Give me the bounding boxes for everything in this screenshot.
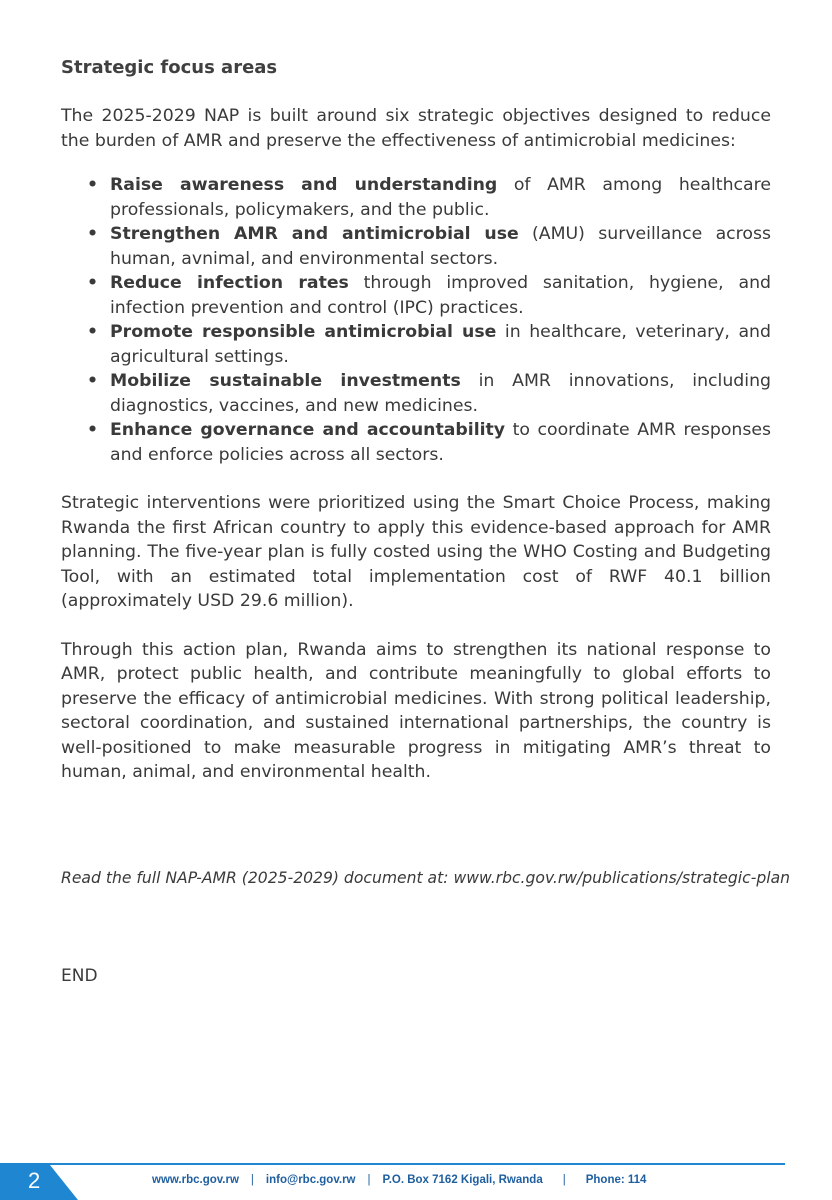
objective-item bbox=[87, 222, 771, 271]
objective-title: Mobilize sustainable investments bbox=[110, 371, 461, 391]
bullet-icon: • bbox=[87, 420, 99, 440]
article-body bbox=[61, 54, 771, 785]
objective-title: Enhance governance and accountability bbox=[110, 420, 506, 440]
objective-description: (AMU) surveillance across human, avnimal, and environmental sectors. bbox=[110, 224, 771, 269]
footer-phone: Phone: 114 bbox=[585, 1174, 647, 1186]
intro-paragraph: The 2025-2029 NAP is built around six strategic objectives designed to reduce the burden of AMR and preserve the effectiveness of antimicrobial medicines: bbox=[61, 106, 771, 151]
objective-description: in healthcare, veterinary, and agricultural settings. bbox=[110, 322, 771, 367]
objective-title: Reduce infection rates bbox=[110, 273, 349, 293]
objective-description: in AMR innovations, including diagnostics, vaccines, and new medicines. bbox=[110, 371, 771, 416]
objective-item bbox=[87, 173, 771, 222]
bullet-icon: • bbox=[87, 273, 99, 293]
objective-description: of AMR among healthcare professionals, policymakers, and the public. bbox=[110, 175, 771, 220]
bullet-icon: • bbox=[87, 322, 99, 342]
footer-divider bbox=[0, 1163, 785, 1165]
read-more-note: Read the full NAP-AMR (2025-2029) document at: www.rbc.gov.rw/publications/strategic-plan bbox=[61, 869, 791, 887]
objective-title: Strengthen AMR and antimicrobial use bbox=[110, 224, 519, 244]
bullet-icon: • bbox=[87, 224, 99, 244]
objective-description: to coordinate AMR responses and enforce policies across all sectors. bbox=[110, 420, 771, 465]
objective-title: Raise awareness and understanding bbox=[110, 175, 498, 195]
bullet-icon: • bbox=[87, 371, 99, 391]
objective-item bbox=[87, 369, 771, 418]
objective-description: through improved sanitation, hygiene, and infection prevention and control (IPC) practices. bbox=[110, 273, 771, 318]
objective-title: Promote responsible antimicrobial use bbox=[110, 322, 497, 342]
page-number: 2 bbox=[28, 1168, 41, 1193]
footer-contact-info bbox=[152, 1172, 646, 1188]
bullet-icon: • bbox=[87, 175, 99, 195]
footer-website-link[interactable]: www.rbc.gov.rw bbox=[152, 1174, 239, 1186]
footer-separator: | bbox=[250, 1174, 254, 1186]
section-heading: Strategic focus areas bbox=[61, 57, 278, 78]
objectives-list bbox=[61, 173, 771, 467]
footer-separator: | bbox=[562, 1174, 566, 1186]
interventions-paragraph: Strategic interventions were prioritized using the Smart Choice Process, making Rwanda the first African country to apply this evidence-based approach for AMR planning. The five-year plan is fully costed using the WHO Costing and Budgeting Tool, with an estimated total implementation cost of RWF 40.1 billion (approximately USD 29.6 million). bbox=[61, 493, 771, 611]
objective-item bbox=[87, 320, 771, 369]
objective-item bbox=[87, 418, 771, 467]
footer-separator: | bbox=[367, 1174, 371, 1186]
end-marker: END bbox=[61, 966, 98, 986]
objective-item bbox=[87, 271, 771, 320]
footer-email-link[interactable]: info@rbc.gov.rw bbox=[265, 1174, 356, 1186]
conclusion-paragraph: Through this action plan, Rwanda aims to strengthen its national response to AMR, protect public health, and contribute meaningfully to global efforts to preserve the efficacy of antimicrobial medicines. With strong political leadership, sectoral coordination, and sustained international partnerships, the country is well-positioned to make measurable progress in mitigating AMR’s threat to human, animal, and environmental health. bbox=[61, 639, 771, 782]
footer-address: P.O. Box 7162 Kigali, Rwanda bbox=[382, 1174, 543, 1186]
